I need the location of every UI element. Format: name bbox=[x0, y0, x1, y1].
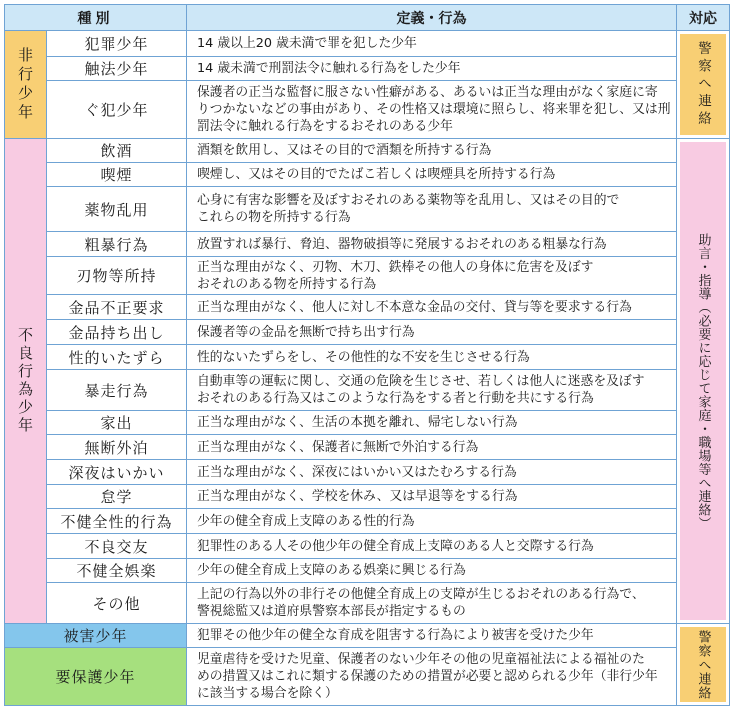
subtype-pre-delinquent: ぐ犯少年 bbox=[47, 81, 187, 139]
definition-line: 児童虐待を受けた児童、保護者のない少年その他の児童福祉法による福祉のた bbox=[197, 652, 645, 667]
response-police-lower bbox=[677, 624, 730, 706]
category-label: 不良行為少年 bbox=[16, 327, 34, 435]
definition-smoking bbox=[187, 163, 677, 187]
response-label: 警察へ連絡 bbox=[695, 629, 711, 700]
response-guidance bbox=[677, 139, 730, 624]
definition-unhealthy-sexual-conduct bbox=[187, 509, 677, 534]
definition-line: おそれのある行為又はこのような行為をする者と行動を共にする行為 bbox=[197, 391, 594, 406]
definition-line: 14 歳未満で刑罰法令に触れる行為をした少年 bbox=[197, 61, 461, 76]
definition-line: 保護者等の金品を無断で持ち出す行為 bbox=[197, 324, 415, 340]
definition-juvenile-offender bbox=[187, 31, 677, 57]
definition-line: 正当な理由がなく、他人に対し不本意な金品の交付、貸与等を要求する行為 bbox=[197, 299, 632, 315]
subtype-unhealthy-entertainment: 不健全娯楽 bbox=[47, 559, 187, 583]
definition-extortion bbox=[187, 295, 677, 320]
subtype-drinking: 飲酒 bbox=[47, 139, 187, 163]
definition-drug-abuse bbox=[187, 187, 677, 232]
definition-line: 酒類を飲用し、又はその目的で酒類を所持する行為 bbox=[197, 143, 492, 158]
definition-line: 犯罪性のある人その他少年の健全育成上支障のある人と交際する行為 bbox=[197, 538, 594, 554]
response-police-upper bbox=[677, 31, 730, 139]
definition-pre-delinquent bbox=[187, 81, 677, 139]
definition-line: に該当する場合を除く） bbox=[197, 686, 338, 701]
definition-other bbox=[187, 583, 677, 624]
subtype-drug-abuse: 薬物乱用 bbox=[47, 187, 187, 232]
definition-drinking bbox=[187, 139, 677, 163]
subtype-unhealthy-sexual-conduct: 不健全性的行為 bbox=[47, 509, 187, 534]
definition-line: 正当な理由がなく、保護者に無断で外泊する行為 bbox=[197, 439, 479, 455]
definition-line: 上記の行為以外の非行その他健全育成上の支障が生じるおそれのある行為で、 bbox=[197, 587, 645, 602]
definition-bad-associations bbox=[187, 534, 677, 559]
header-category: 種別 bbox=[5, 5, 187, 31]
subtype-juvenile-offender: 犯罪少年 bbox=[47, 31, 187, 57]
definition-line: 少年の健全育成上支障のある性的行為 bbox=[197, 513, 415, 529]
definition-line: 警視総監又は道府県警察本部長が指定するもの bbox=[197, 604, 466, 619]
subtype-law-violating-child: 触法少年 bbox=[47, 57, 187, 81]
definition-unhealthy-entertainment bbox=[187, 559, 677, 583]
definition-line: 犯罪その他少年の健全な育成を阻害する行為により被害を受けた少年 bbox=[197, 628, 594, 643]
definition-line: 正当な理由がなく、深夜にはいかい又はたむろする行為 bbox=[197, 464, 517, 480]
response-label: 助言・指導（必要に応じて家庭・職場等へ連絡） bbox=[695, 232, 711, 530]
definition-late-night-wandering bbox=[187, 460, 677, 485]
definition-line: 放置すれば暴行、脅迫、器物破損等に発展するおそれのある粗暴な行為 bbox=[197, 236, 607, 252]
header-definition: 定義・行為 bbox=[187, 5, 677, 31]
definition-reckless-driving bbox=[187, 370, 677, 411]
definition-line: 少年の健全育成上支障のある娯楽に興じる行為 bbox=[197, 563, 466, 578]
definition-sexual-mischief bbox=[187, 345, 677, 370]
header-response: 対応 bbox=[677, 5, 730, 31]
definition-line: 正当な理由がなく、学校を休み、又は早退等をする行為 bbox=[197, 489, 518, 504]
definition-law-violating-child bbox=[187, 57, 677, 81]
subtype-running-away: 家出 bbox=[47, 411, 187, 435]
subtype-bad-associations: 不良交友 bbox=[47, 534, 187, 559]
subtype-other: その他 bbox=[47, 583, 187, 624]
definition-line: りつかないなどの事由があり、その性格又は環境に照らし、将来罪を犯し、又は刑 bbox=[197, 102, 671, 117]
category-delinquent-juveniles bbox=[5, 31, 47, 139]
category-misconduct-juveniles bbox=[5, 139, 47, 624]
definition-line: 正当な理由がなく、生活の本拠を離れ、帰宅しない行為 bbox=[197, 415, 518, 430]
juvenile-classification-table bbox=[4, 4, 730, 706]
response-label: 警察へ連絡 bbox=[695, 40, 711, 129]
definition-line: 性的ないたずらをし、その他性的な不安を生じさせる行為 bbox=[197, 349, 530, 365]
subtype-violent-behavior: 粗暴行為 bbox=[47, 232, 187, 257]
definition-line: 罰法令に触れる行為をするおそれのある少年 bbox=[197, 119, 453, 134]
response-badge bbox=[680, 34, 726, 135]
definition-line: 正当な理由がなく、刃物、木刀、鉄棒その他人の身体に危害を及ぼす bbox=[197, 259, 594, 275]
definition-line: 心身に有害な影響を及ぼすおそれのある薬物等を乱用し、又はその目的で bbox=[197, 193, 620, 208]
response-badge bbox=[680, 142, 726, 620]
definition-line: 14 歳以上20 歳未満で罪を犯した少年 bbox=[197, 36, 417, 51]
category-victimized-juveniles: 被害少年 bbox=[5, 624, 187, 648]
subtype-reckless-driving: 暴走行為 bbox=[47, 370, 187, 411]
definition-running-away bbox=[187, 411, 677, 435]
definition-unauthorized-overnight bbox=[187, 435, 677, 460]
response-badge bbox=[680, 627, 726, 702]
definition-line: 喫煙し、又はその目的でたばこ若しくは喫煙具を所持する行為 bbox=[197, 167, 556, 182]
definition-taking-money bbox=[187, 320, 677, 345]
definition-victimized-juveniles bbox=[187, 624, 677, 648]
definition-line: これらの物を所持する行為 bbox=[197, 210, 351, 225]
subtype-smoking: 喫煙 bbox=[47, 163, 187, 187]
definition-truancy bbox=[187, 485, 677, 509]
category-label: 非行少年 bbox=[16, 46, 34, 123]
definition-line: おそれのある物を所持する行為 bbox=[197, 276, 377, 292]
subtype-taking-money: 金品持ち出し bbox=[47, 320, 187, 345]
subtype-unauthorized-overnight: 無断外泊 bbox=[47, 435, 187, 460]
subtype-sexual-mischief: 性的いたずら bbox=[47, 345, 187, 370]
definition-line: 保護者の正当な監督に服さない性癖がある、あるいは正当な理由がなく家庭に寄 bbox=[197, 85, 658, 100]
definition-juveniles-requiring-protection bbox=[187, 648, 677, 706]
subtype-weapon-possession: 刃物等所持 bbox=[47, 257, 187, 295]
subtype-truancy: 怠学 bbox=[47, 485, 187, 509]
definition-line: めの措置又はこれに類する保護のための措置が必要と認められる少年（非行少年 bbox=[197, 669, 658, 684]
definition-violent-behavior bbox=[187, 232, 677, 257]
subtype-extortion: 金品不正要求 bbox=[47, 295, 187, 320]
subtype-late-night-wandering: 深夜はいかい bbox=[47, 460, 187, 485]
definition-weapon-possession bbox=[187, 257, 677, 295]
category-juveniles-requiring-protection: 要保護少年 bbox=[5, 648, 187, 706]
definition-line: 自動車等の運転に関し、交通の危険を生じさせ、若しくは他人に迷惑を及ぼす bbox=[197, 374, 645, 389]
